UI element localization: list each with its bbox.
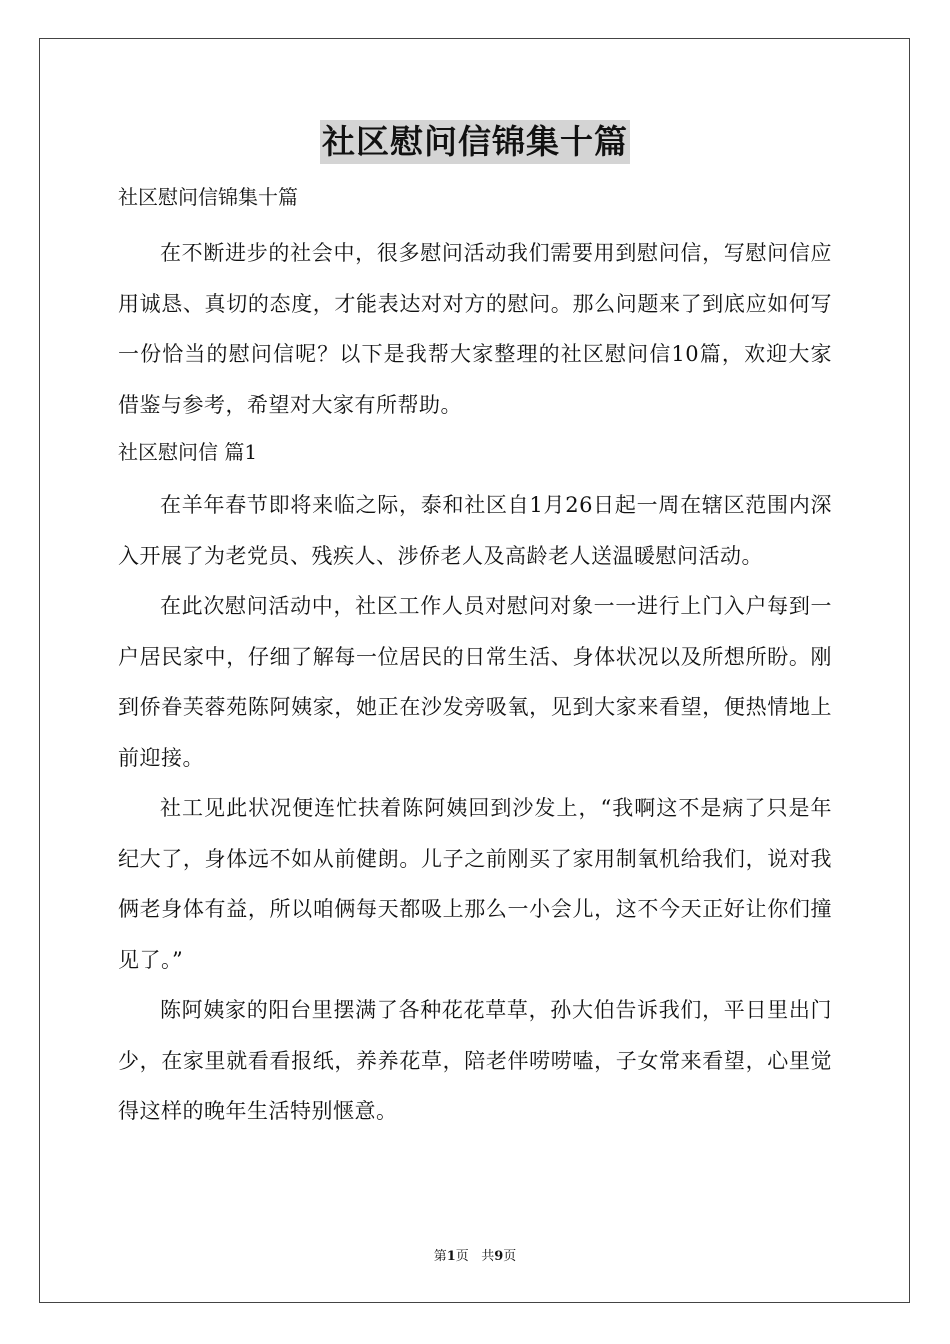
body-paragraph: 在此次慰问活动中，社区工作人员对慰问对象一一进行上门入户每到一户居民家中，仔细了解每一位居民的日常生活、身体状况以及所想所盼。刚到侨眷芙蓉苑陈阿姨家，她正在沙发旁吸氧，见到大家来看望，便热情地上前迎接。 xyxy=(118,594,832,770)
footer-prefix: 第 xyxy=(433,1249,447,1264)
title-wrap xyxy=(118,120,832,180)
section-heading: 社区慰问信 篇1 xyxy=(118,440,258,464)
body-paragraph: 在羊年春节即将来临之际，泰和社区自1月26日起一周在辖区范围内深入开展了为老党员、残疾人、涉侨老人及高龄老人送温暖慰问活动。 xyxy=(118,493,832,568)
intro-paragraph: 在不断进步的社会中，很多慰问活动我们需要用到慰问信，写慰问信应用诚恳、真切的态度，才能表达对对方的慰问。那么问题来了到底应如何写一份恰当的慰问信呢？以下是我帮大家整理的社区慰问信10篇，欢迎大家借鉴与参考，希望对大家有所帮助。 xyxy=(118,241,832,417)
page-footer xyxy=(0,1248,950,1266)
footer-page-suffix: 页 xyxy=(455,1249,469,1264)
document-subtitle: 社区慰问信锦集十篇 xyxy=(118,185,298,209)
footer-total-suffix: 页 xyxy=(503,1249,517,1264)
document-body xyxy=(118,120,832,1137)
body-paragraph: 陈阿姨家的阳台里摆满了各种花花草草，孙大伯告诉我们，平日里出门少，在家里就看看报纸，养养花草，陪老伴唠唠嗑，子女常来看望，心里觉得这样的晚年生活特别惬意。 xyxy=(118,998,832,1123)
current-page-number: 1 xyxy=(446,1249,456,1264)
footer-total-prefix: 共 xyxy=(481,1249,495,1264)
document-title[interactable]: 社区慰问信锦集十篇 xyxy=(320,120,630,164)
total-page-number: 9 xyxy=(494,1249,504,1264)
body-paragraph: 社工见此状况便连忙扶着陈阿姨回到沙发上，“我啊这不是病了只是年纪大了，身体远不如从前健朗。儿子之前刚买了家用制氧机给我们，说对我俩老身体有益，所以咱俩每天都吸上那么一小会儿，这不今天正好让你们撞见了。” xyxy=(118,796,832,972)
